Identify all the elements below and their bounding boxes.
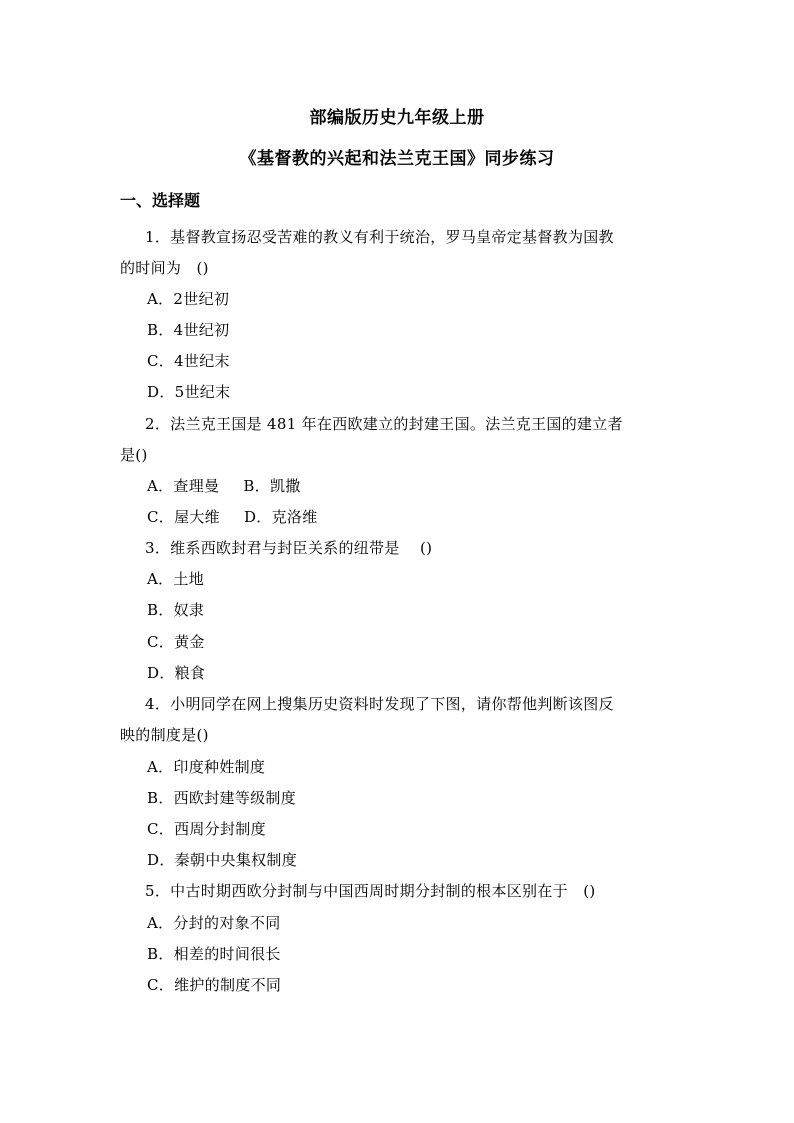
question-1-text: 1．基督教宣扬忍受苦难的教义有利于统治，罗马皇帝定基督教为国教 bbox=[145, 228, 614, 246]
question-2-options-row-2 bbox=[147, 507, 318, 527]
question-3-text: 3．维系西欧封君与封臣关系的纽带是 () bbox=[145, 539, 433, 557]
document-title: 部编版历史九年级上册 bbox=[309, 108, 485, 128]
question-1-option-c: C．4世纪末 bbox=[147, 352, 230, 370]
document-subtitle: 《基督教的兴起和法兰克王国》同步练习 bbox=[239, 149, 555, 169]
question-1-option-d: D．5世纪末 bbox=[147, 383, 231, 401]
question-3-option-a: A．土地 bbox=[147, 570, 205, 588]
question-2-option-a: A．查理曼 bbox=[147, 477, 220, 495]
question-1-option-b: B．4世纪初 bbox=[147, 321, 230, 339]
question-5-option-a: A．分封的对象不同 bbox=[147, 914, 281, 932]
question-2-text-cont: 是() bbox=[120, 446, 148, 464]
question-4-text-cont: 映的制度是() bbox=[120, 726, 209, 744]
question-1-option-a: A．2世纪初 bbox=[147, 290, 230, 308]
question-5-option-c: C．维护的制度不同 bbox=[147, 976, 282, 994]
question-3-option-b: B．奴隶 bbox=[147, 601, 205, 619]
section-heading: 一、选择题 bbox=[120, 191, 201, 210]
question-4-text: 4．小明同学在网上搜集历史资料时发现了下图，请你帮他判断该图反 bbox=[145, 695, 614, 713]
question-2-option-c: C．屋大维 bbox=[147, 508, 220, 526]
question-1-text-cont: 的时间为 () bbox=[120, 259, 209, 277]
question-4-option-a: A．印度种姓制度 bbox=[147, 758, 266, 776]
question-3-option-d: D．粮食 bbox=[147, 664, 206, 682]
question-2-option-b: B．凯撒 bbox=[243, 477, 301, 495]
question-4-option-c: C．西周分封制度 bbox=[147, 820, 266, 838]
question-3-option-c: C．黄金 bbox=[147, 633, 205, 651]
question-4-option-d: D．秦朝中央集权制度 bbox=[147, 851, 298, 869]
question-4-option-b: B．西欧封建等级制度 bbox=[147, 789, 297, 807]
question-5-option-b: B．相差的时间很长 bbox=[147, 945, 281, 963]
question-2-options-row-1 bbox=[147, 476, 301, 496]
question-5-text: 5．中古时期西欧分封制与中国西周时期分封制的根本区别在于 () bbox=[145, 882, 596, 900]
question-2-option-d: D．克洛维 bbox=[243, 508, 318, 526]
question-2-text: 2．法兰克王国是 481 年在西欧建立的封建王国。法兰克王国的建立者 bbox=[145, 415, 623, 433]
